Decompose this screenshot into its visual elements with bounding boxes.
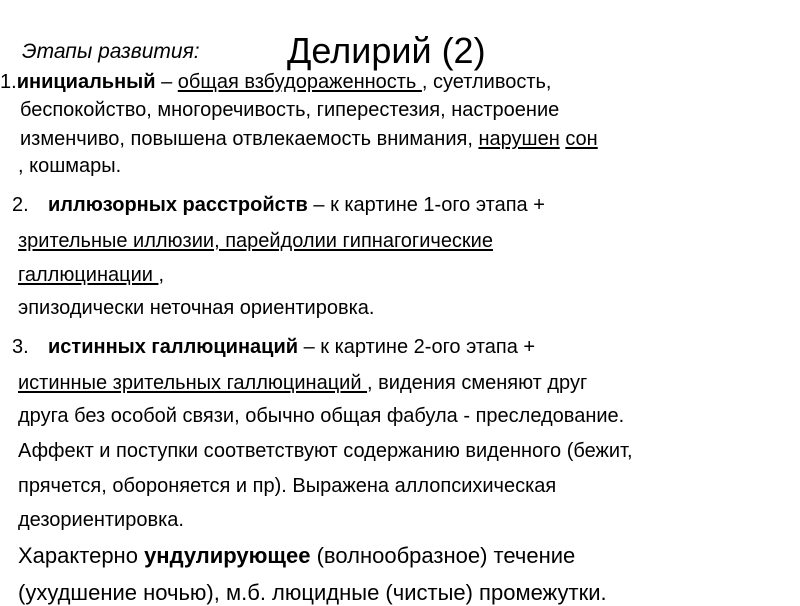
stage2-underlined-illusions: зрительные иллюзии, парейдолии гипнагогические (18, 230, 493, 252)
footer-post: (волнообразное) течение (310, 543, 576, 568)
stage1-underlined-term: общая взбудораженность (177, 71, 422, 93)
stage1-name: инициальный (16, 71, 156, 93)
stage2-text: – к картине 1-ого этапа + (307, 194, 545, 216)
stage2-line4: эпизодически неточная ориентировка. (18, 297, 375, 319)
stage1-dash: – (155, 71, 178, 93)
stage3-line6: дезориентировка. (18, 509, 184, 531)
footer-pre: Характерно (18, 543, 145, 568)
stage3-text: – к картине 2-ого этапа + (298, 336, 536, 358)
stage2-line1 (12, 194, 545, 217)
footer-bold-term: ундулирующее (144, 543, 311, 568)
stage2-comma: , (158, 264, 165, 286)
stage3-line5: прячется, обороняется и пр). Выражена аллопсихическая (18, 475, 557, 497)
stages-subtitle: Этапы развития: (22, 40, 200, 63)
stage2-name: иллюзорных расстройств (48, 194, 308, 216)
stage3-underlined-true-hallucinations: истинные зрительных галлюцинаций (18, 372, 368, 394)
stage1-line2: беспокойство, многоречивость, гиперестезия, настроение (20, 99, 560, 121)
stage1-line4: , кошмары. (18, 155, 122, 177)
stage1-number: 1. (0, 71, 17, 93)
footer-line2: (ухудшение ночью), м.б. люцидные (чистые) промежутки. (18, 580, 607, 605)
stage2-number: 2. (12, 194, 29, 216)
stage1-text: , суетливость, (421, 71, 552, 93)
stage3-number: 3. (12, 336, 29, 358)
stage3-line2 (18, 372, 587, 395)
stage2-underlined-hallucinations: галлюцинации (18, 264, 159, 286)
stage1-line3 (20, 128, 598, 151)
stage1-line3-text: изменчиво, повышена отвлекаемость внимания, (20, 128, 479, 150)
stage2-line2 (18, 230, 493, 253)
stage1-line1 (0, 71, 552, 94)
stage3-line2-text: , видения сменяют друг (367, 372, 588, 394)
stage3-line4: Аффект и поступки соответствуют содержанию виденного (бежит, (18, 440, 633, 462)
stage3-name: истинных галлюцинаций (48, 336, 299, 358)
stage1-underlined-disturbed: нарушен (478, 128, 560, 150)
stage2-line3 (18, 264, 164, 287)
stage1-underlined-sleep: сон (565, 128, 598, 150)
stage3-line3: друга без особой связи, обычно общая фабула - преследование. (18, 405, 625, 427)
slide-title: Делирий (2) (287, 30, 486, 71)
footer-line1 (18, 543, 575, 569)
stage3-line1 (12, 336, 535, 359)
